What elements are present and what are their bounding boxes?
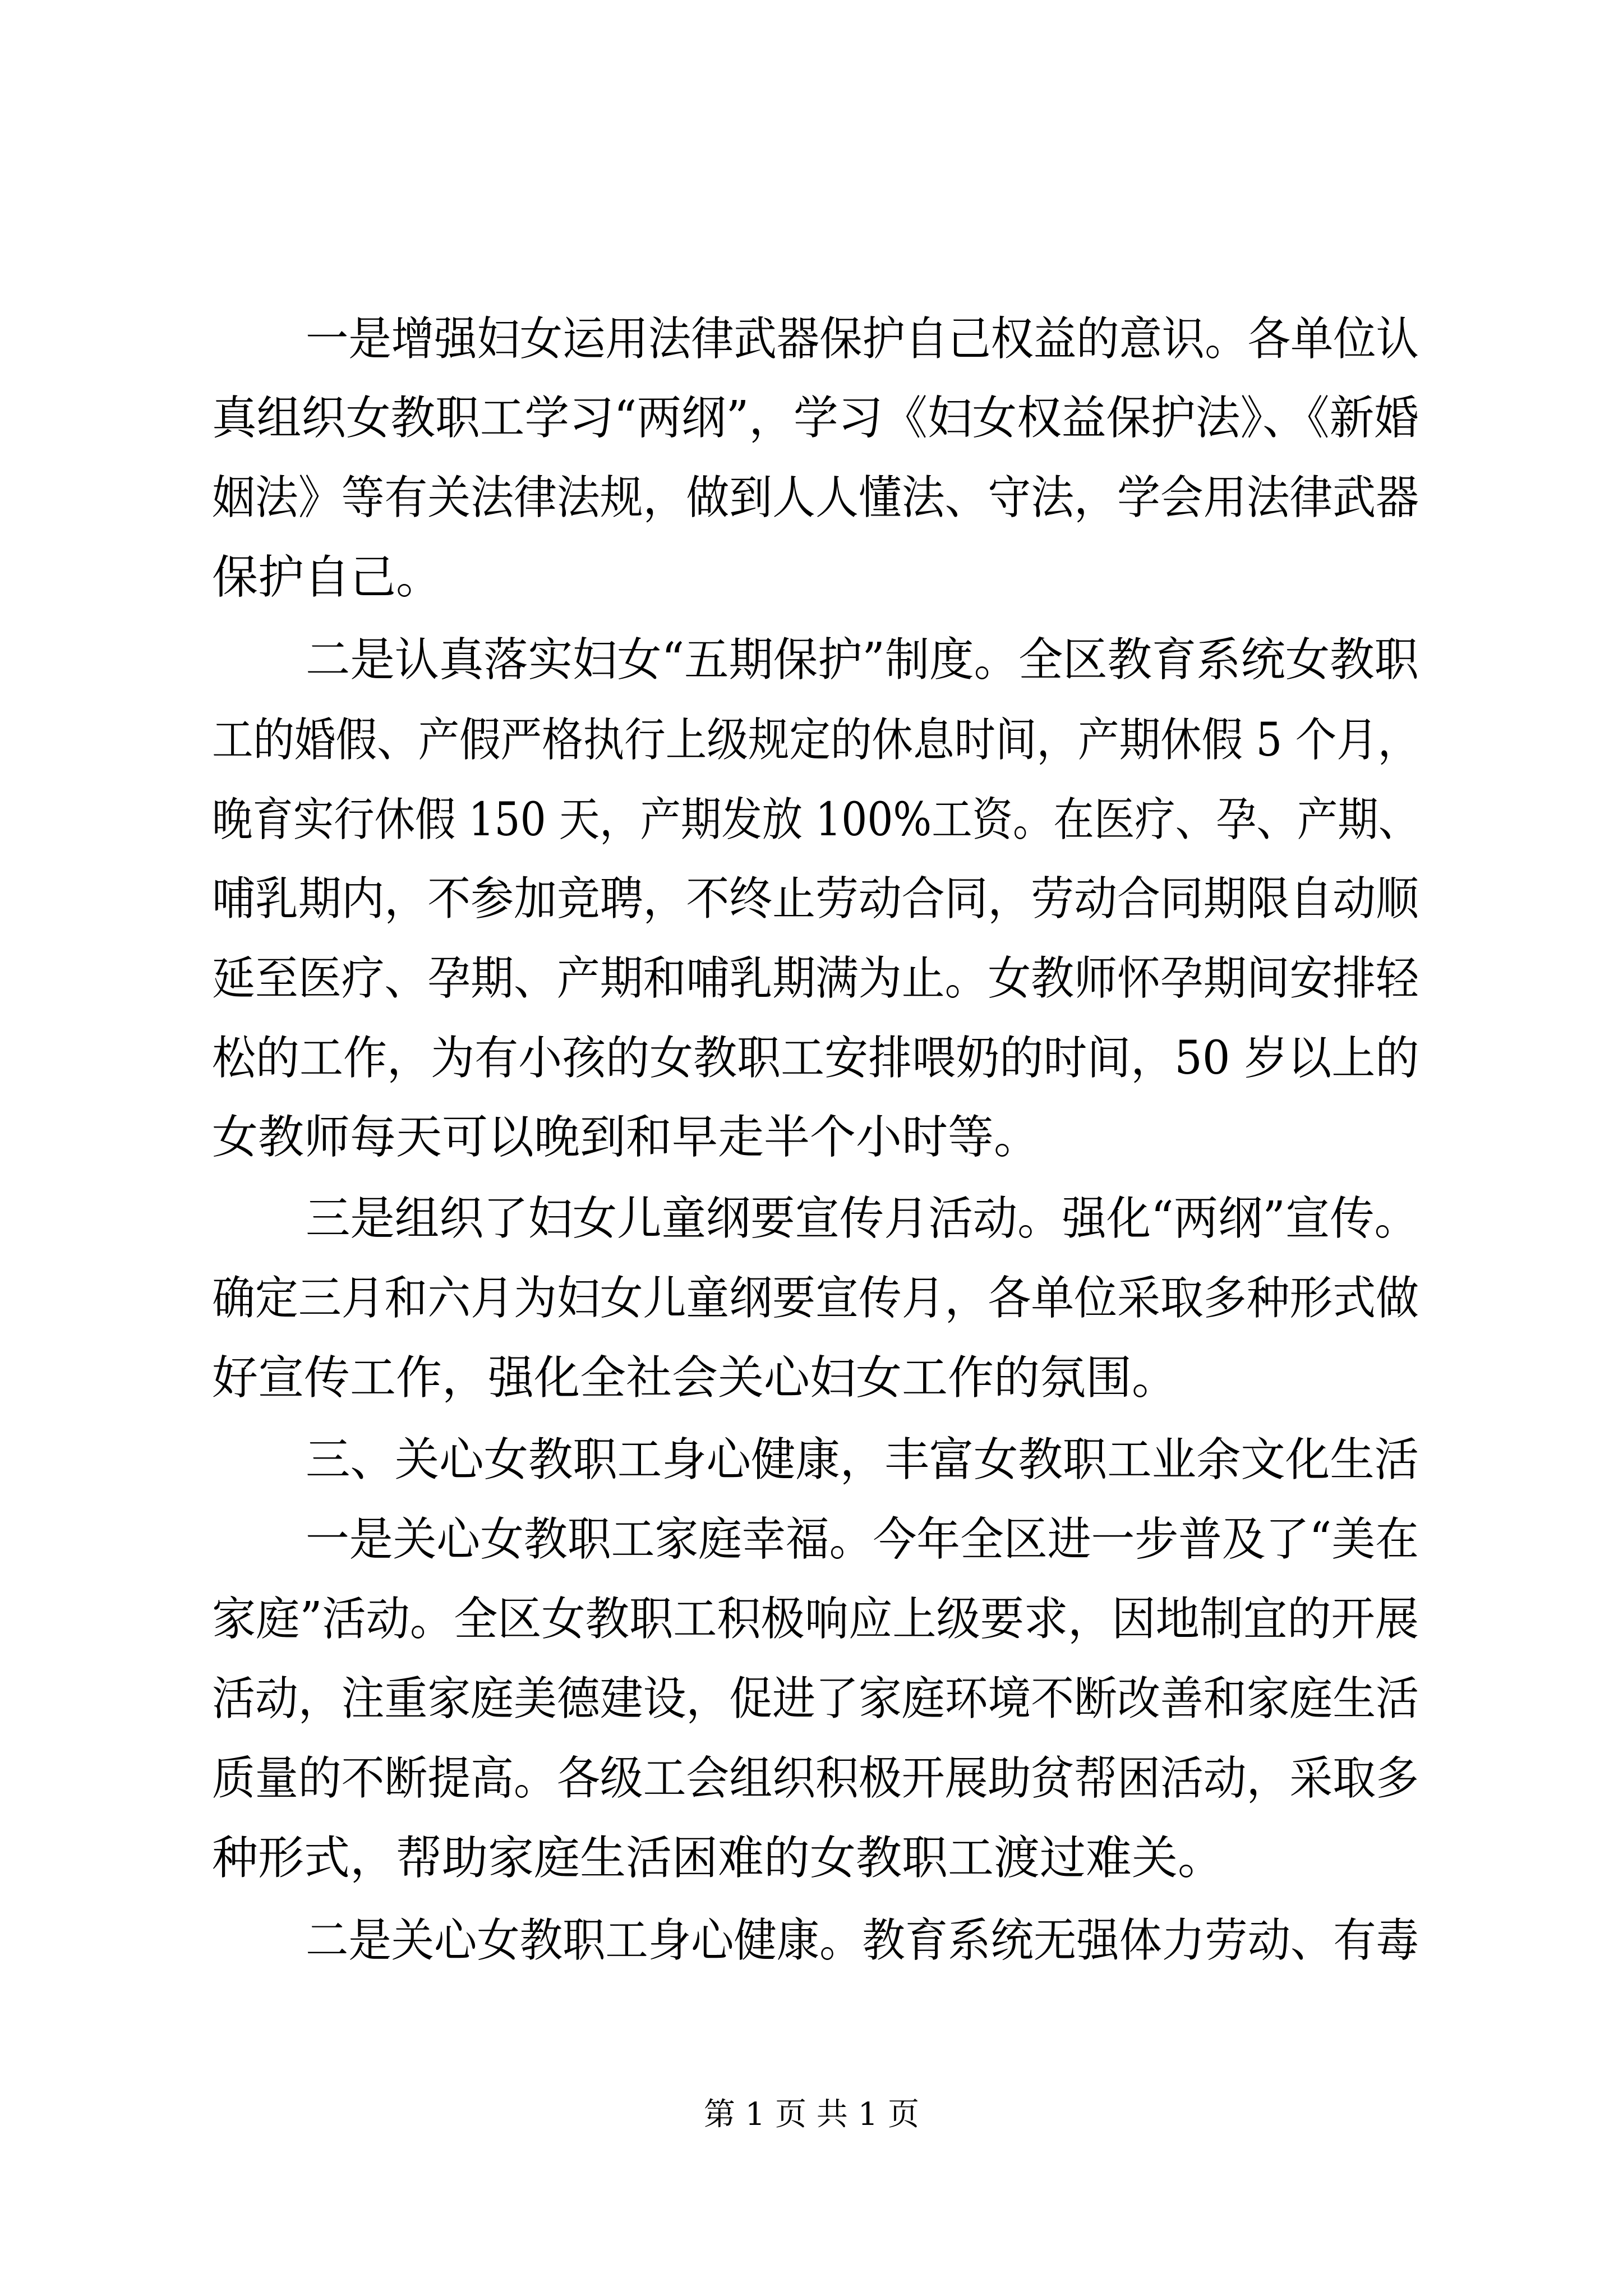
line-text: 延至医疗、孕期、产期和哺乳期满为止。女教师怀孕期间安排轻	[212, 952, 1419, 1005]
line-text: 一是增强妇女运用法律武器保护自己权益的意识。各单位认	[306, 312, 1419, 366]
paragraph-line	[0, 937, 1623, 1021]
line-text: 松的工作，为有小孩的女教职工安排喂奶的时间，50 岁以上的	[212, 1032, 1419, 1085]
line-text: 好宣传工作，强化全社会关心妇女工作的氛围。	[212, 1351, 1178, 1405]
line-text: 二是关心女教职工身心健康。教育系统无强体力劳动、有毒	[306, 1914, 1419, 1967]
line-text: 活动，注重家庭美德建设，促进了家庭环境不断改善和家庭生活	[212, 1672, 1419, 1726]
paragraph-line	[0, 1336, 1623, 1420]
paragraph-line	[0, 1737, 1623, 1821]
paragraph-line	[0, 698, 1623, 783]
line-text: 确定三月和六月为妇女儿童纲要宣传月，各单位采取多种形式做	[212, 1272, 1419, 1325]
heading-text: 三、关心女教职工身心健康，丰富女教职工业余文化生活	[306, 1433, 1419, 1487]
line-text: 保护自己。	[212, 551, 442, 604]
line-text: 家庭”活动。全区女教职工积极响应上级要求，因地制宜的开展	[212, 1593, 1419, 1646]
paragraph-line	[0, 1657, 1623, 1741]
section-heading	[0, 1418, 1623, 1502]
paragraph-line	[0, 1577, 1623, 1662]
line-text: 三是组织了妇女儿童纲要宣传月活动。强化“两纲”宣传。	[306, 1192, 1419, 1245]
paragraph-line	[0, 376, 1623, 461]
paragraph-line	[0, 1096, 1623, 1180]
line-text: 真组织女教职工学习“两纲”，学习《妇女权益保护法》、《新婚	[212, 392, 1419, 445]
line-text: 一是关心女教职工家庭幸福。今年全区进一步普及了“美在	[306, 1513, 1419, 1566]
paragraph-line	[0, 1257, 1623, 1341]
paragraph-line	[0, 536, 1623, 620]
paragraph-line	[0, 1498, 1623, 1582]
line-text: 女教师每天可以晚到和早走半个小时等。	[212, 1111, 1040, 1164]
paragraph-line	[0, 1899, 1623, 1983]
paragraph-line	[0, 297, 1623, 381]
line-text: 哺乳期内，不参加竞聘，不终止劳动合同，劳动合同期限自动顺	[212, 872, 1419, 926]
paragraph-line	[0, 1177, 1623, 1261]
line-text: 工的婚假、产假严格执行上级规定的休息时间，产期休假 5 个月，	[212, 714, 1419, 767]
line-text: 姻法》等有关法律法规，做到人人懂法、守法，学会用法律武器	[212, 471, 1419, 524]
paragraph-line	[0, 1816, 1623, 1901]
line-text: 二是认真落实妇女“五期保护”制度。全区教育系统女教职	[306, 633, 1419, 687]
line-text: 质量的不断提高。各级工会组织积极开展助贫帮困活动，采取多	[212, 1752, 1419, 1805]
paragraph-line	[0, 778, 1623, 862]
line-text: 晚育实行休假 150 天，产期发放 100%工资。在医疗、孕、产期、	[212, 793, 1419, 846]
paragraph-line	[0, 456, 1623, 540]
paragraph-line	[0, 618, 1623, 702]
page-number-label: 第 1 页 共 1 页	[703, 2096, 920, 2133]
paragraph-line	[0, 1016, 1623, 1101]
paragraph-line	[0, 857, 1623, 941]
line-text: 种形式，帮助家庭生活困难的女教职工渡过难关。	[212, 1832, 1224, 1885]
page-footer	[0, 2090, 1623, 2140]
